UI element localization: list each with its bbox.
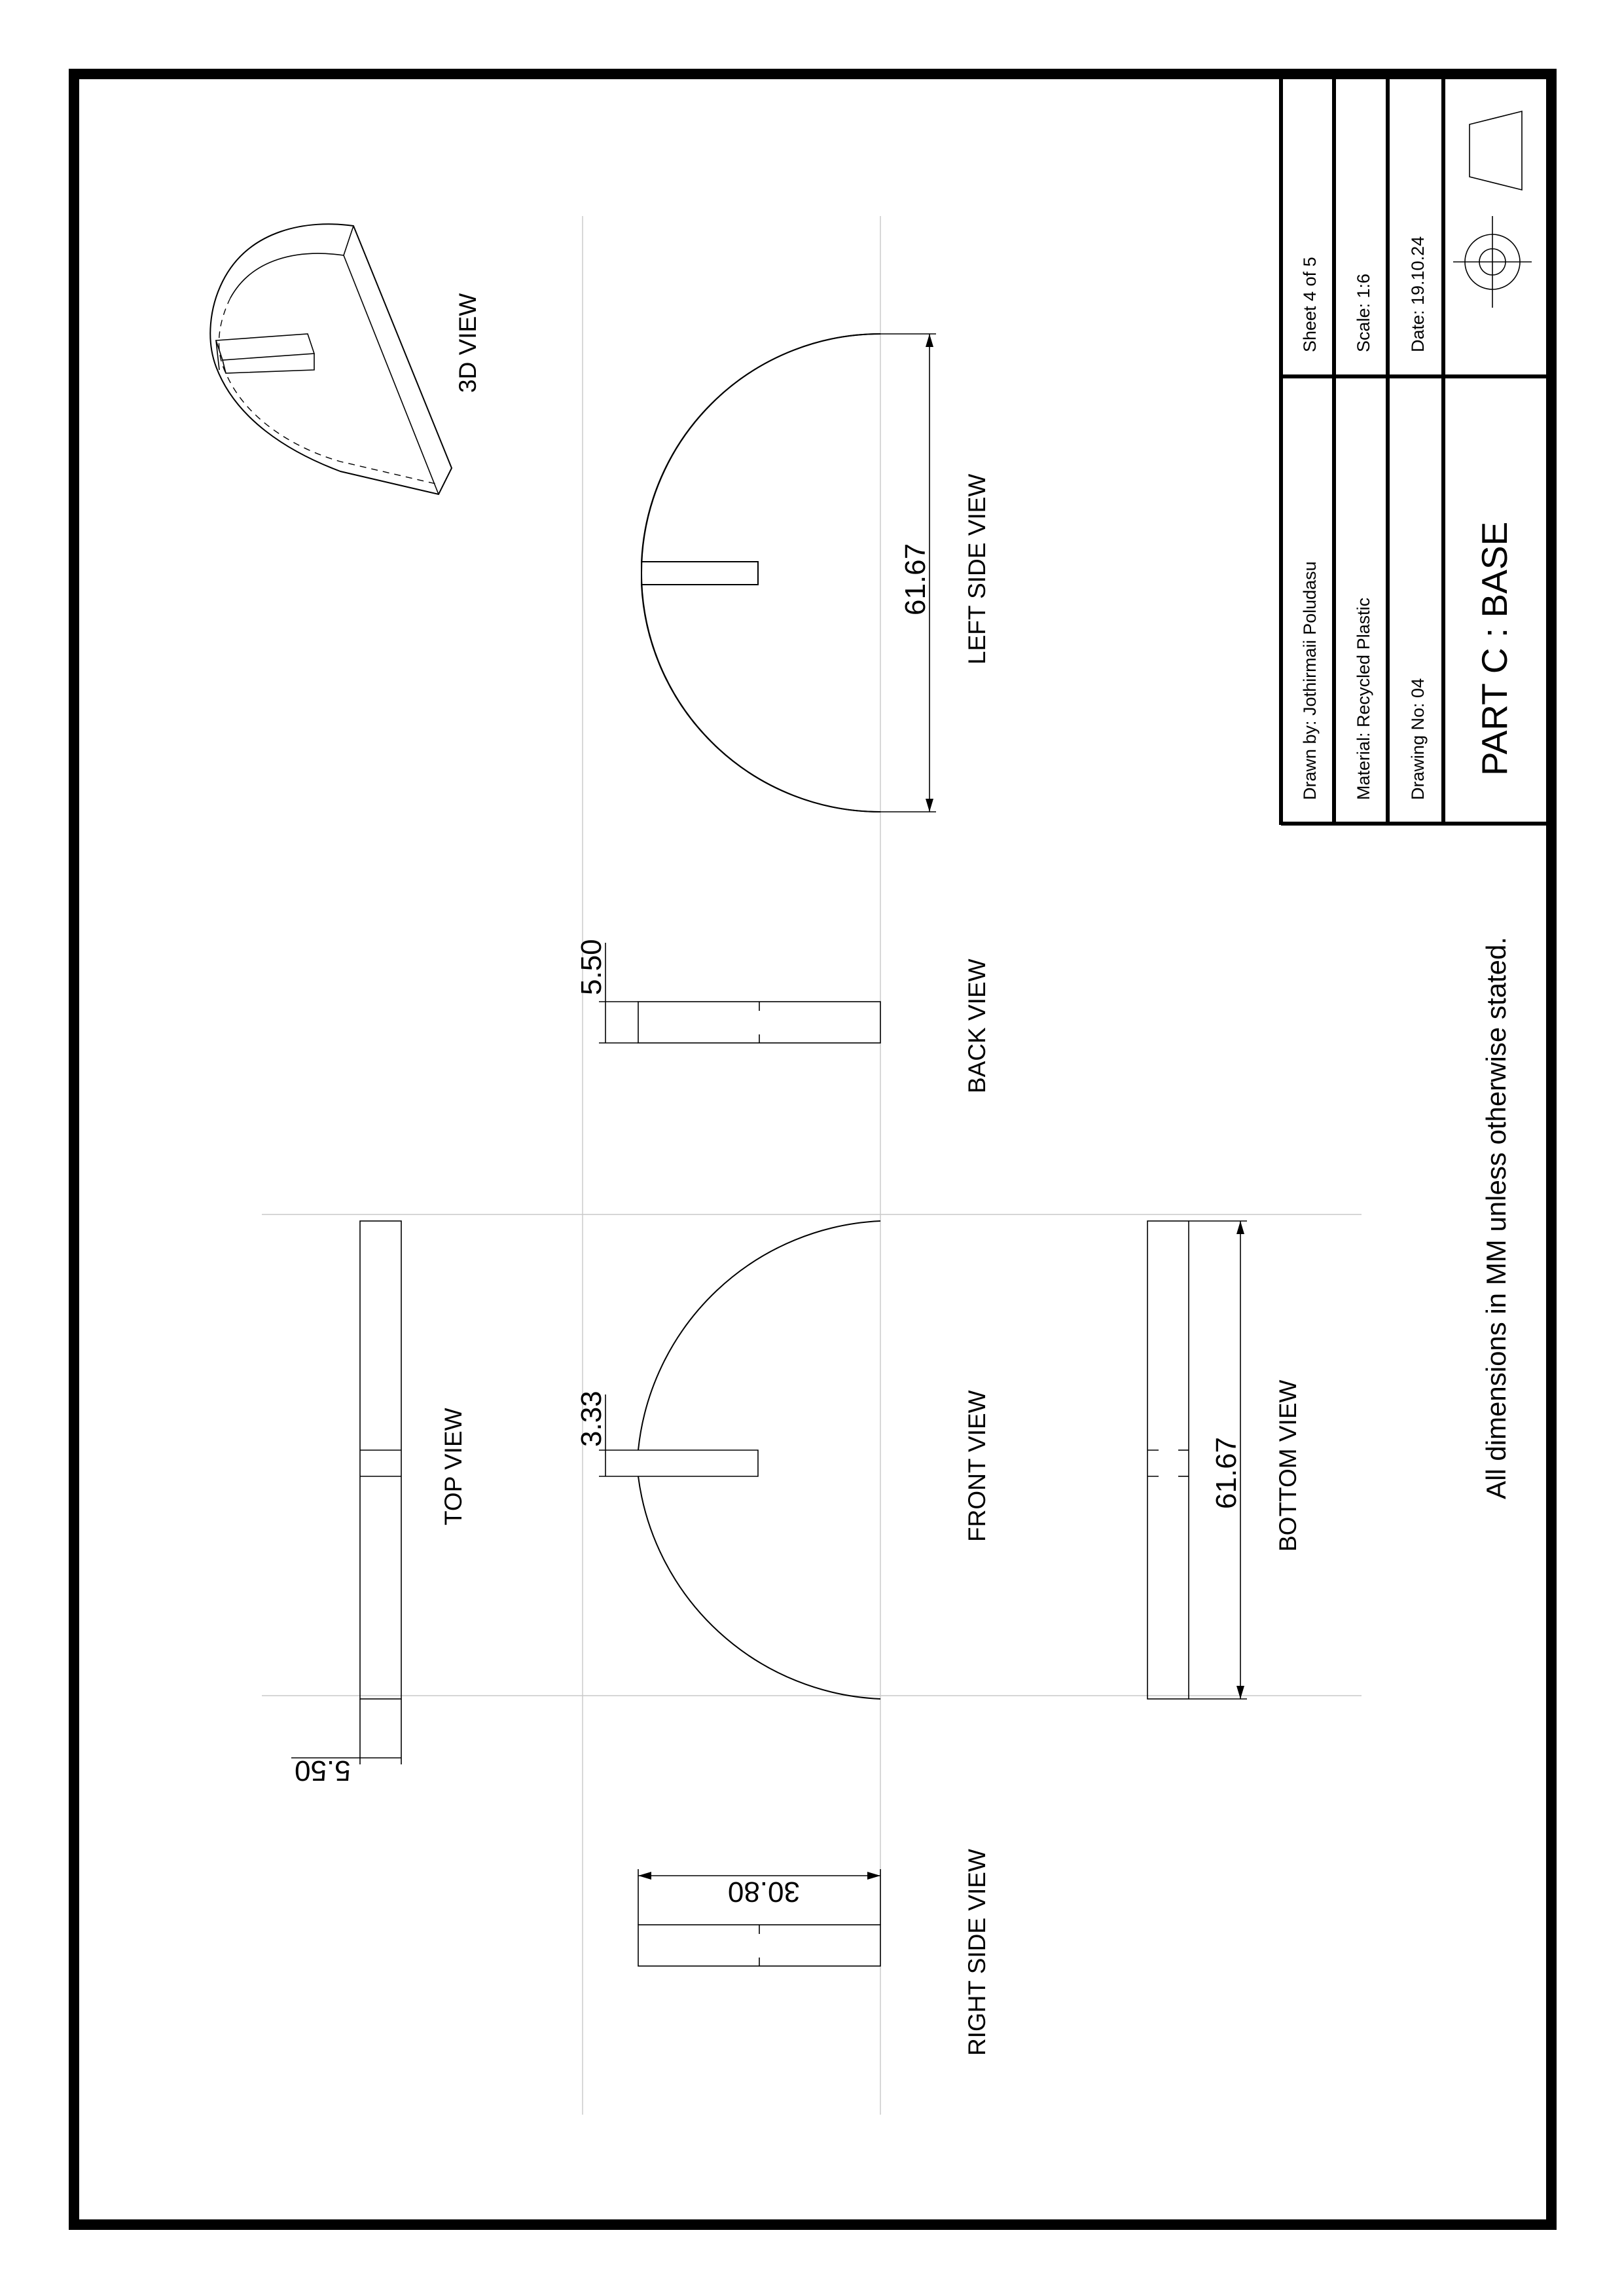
left-side-diameter-dimension: 61.67	[899, 543, 931, 615]
scale-text: Scale: 1:6	[1354, 273, 1373, 352]
top-thickness-dimension: 5.50	[295, 1755, 351, 1787]
view-right-side	[638, 1849, 990, 2056]
back-view-label: BACK VIEW	[964, 958, 990, 1093]
title-block	[1281, 79, 1546, 825]
drawn-by-text: Drawn by: Jothirmaii Poludasu	[1300, 561, 1320, 800]
third-angle-projection-icon	[1453, 111, 1532, 308]
back-thickness-dimension: 5.50	[575, 939, 607, 995]
sheet-text: Sheet 4 of 5	[1300, 257, 1320, 352]
view-left-side	[641, 334, 990, 812]
bottom-diameter-dimension: 61.67	[1210, 1436, 1242, 1509]
projection-lines	[262, 216, 1362, 2115]
right-side-width-dimension: 30.80	[727, 1876, 800, 1908]
drawing-no-text: Drawing No: 04	[1408, 678, 1428, 800]
front-view-label: FRONT VIEW	[964, 1390, 990, 1542]
top-view-label: TOP VIEW	[440, 1408, 467, 1525]
view-bottom	[1147, 1221, 1301, 1699]
view-top	[291, 1221, 467, 1787]
sheet-border	[74, 74, 1551, 2225]
right-side-view-label: RIGHT SIDE VIEW	[964, 1849, 990, 2056]
bottom-view-label: BOTTOM VIEW	[1274, 1379, 1301, 1552]
left-side-view-label: LEFT SIDE VIEW	[964, 473, 990, 665]
view-front	[575, 1221, 990, 1699]
front-slot-dimension: 3.33	[575, 1391, 607, 1447]
material-text: Material: Recycled Plastic	[1354, 597, 1373, 800]
part-name-text: PART C : BASE	[1474, 521, 1515, 776]
dimensions-note: All dimensions in MM unless otherwise stated.	[1481, 936, 1511, 1499]
view-back	[575, 939, 990, 1093]
view-3d	[210, 224, 481, 494]
view-3d-label: 3D VIEW	[454, 293, 481, 393]
date-text: Date: 19.10.24	[1408, 236, 1428, 352]
